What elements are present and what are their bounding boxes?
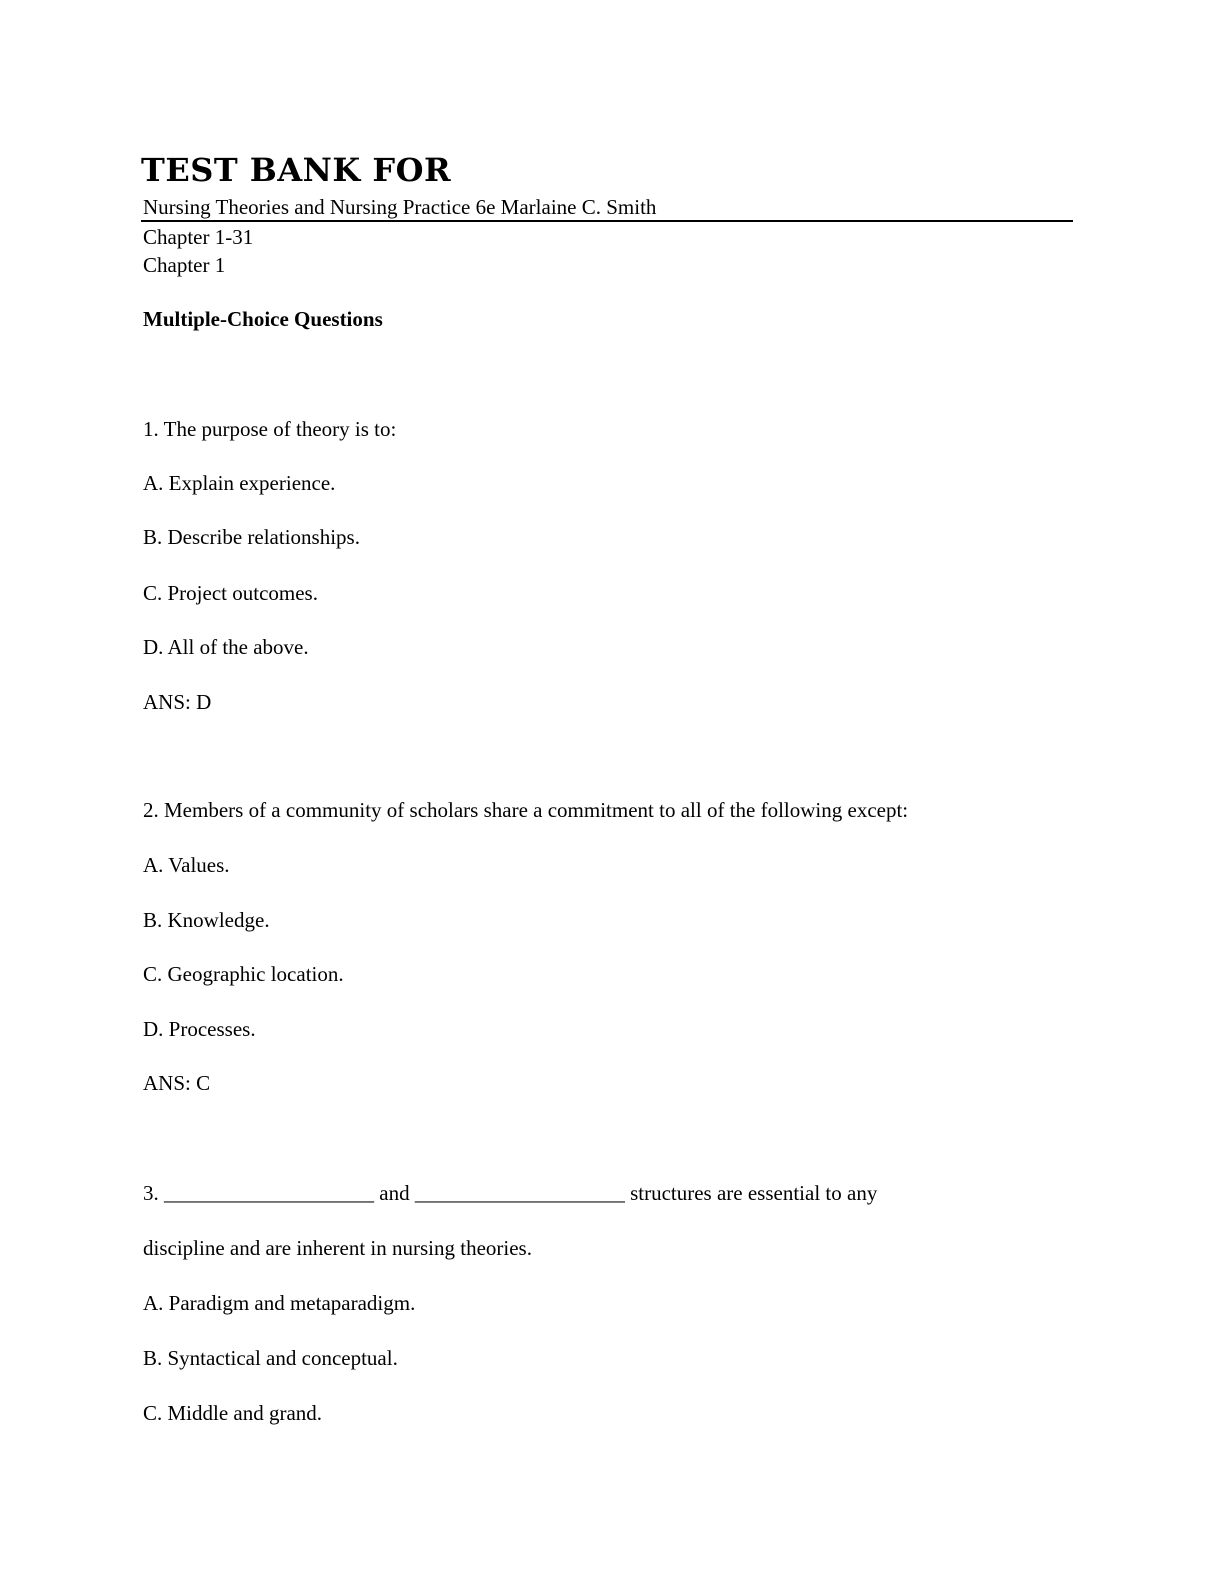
question-stem: 2. Members of a community of scholars share a commitment to all of the following except:: [143, 798, 909, 822]
section-heading: Multiple-Choice Questions: [143, 307, 383, 331]
answer-key: ANS: D: [143, 690, 212, 714]
answer-option: C. Project outcomes.: [143, 581, 318, 605]
answer-option: C. Middle and grand.: [143, 1401, 323, 1425]
answer-option: A. Explain experience.: [143, 471, 336, 495]
chapter-range: Chapter 1-31: [143, 225, 254, 249]
answer-option: B. Describe relationships.: [143, 525, 360, 549]
answer-key: ANS: C: [143, 1071, 211, 1095]
document-title: TEST BANK FOR: [141, 151, 452, 189]
answer-option: A. Values.: [143, 853, 230, 877]
answer-option: A. Paradigm and metaparadigm.: [143, 1291, 416, 1315]
answer-option: B. Knowledge.: [143, 908, 270, 932]
question-stem: 3. ____________________ and ____________________ structures are essential to any: [143, 1181, 878, 1205]
answer-option: B. Syntactical and conceptual.: [143, 1346, 398, 1370]
answer-option: D. Processes.: [143, 1017, 256, 1041]
question-stem-continued: discipline and are inherent in nursing theories.: [143, 1236, 532, 1260]
answer-option: D. All of the above.: [143, 635, 309, 659]
chapter-label: Chapter 1: [143, 253, 226, 277]
question-stem: 1. The purpose of theory is to:: [143, 417, 397, 441]
title-divider: [141, 220, 1073, 222]
document-subtitle: Nursing Theories and Nursing Practice 6e Marlaine C. Smith: [143, 195, 657, 219]
answer-option: C. Geographic location.: [143, 962, 344, 986]
